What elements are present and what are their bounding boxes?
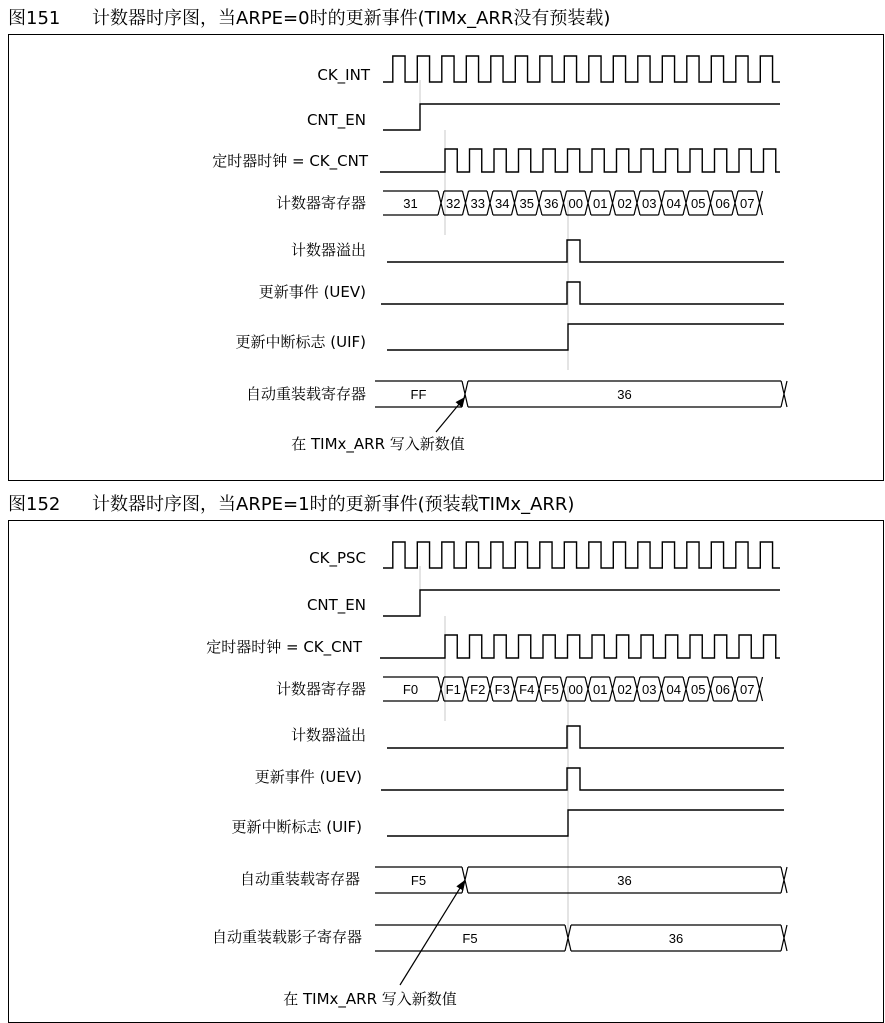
- waveform-uev: [381, 768, 784, 790]
- counter-register-transition: [634, 191, 640, 215]
- signal-label-arr-shadow: 自动重装载影子寄存器: [211, 928, 362, 946]
- signal-label-ck-psc: CK_PSC: [309, 549, 366, 567]
- signal-label-counter-register: 计数器寄存器: [275, 194, 366, 212]
- arr-register-transition: [781, 381, 787, 407]
- counter-register-transition: [708, 677, 714, 701]
- counter-register-value: 04: [666, 196, 681, 211]
- arr-register-value: 36: [617, 387, 632, 402]
- counter-register-value: 34: [495, 196, 510, 211]
- counter-register-value: 35: [519, 196, 534, 211]
- signal-label-uif: 更新中断标志 (UIF): [235, 333, 366, 351]
- counter-register-value: 03: [642, 196, 657, 211]
- figure-151-signal-labels: [212, 66, 465, 454]
- figure-152-waveforms: [375, 542, 787, 985]
- counter-register-transition: [610, 677, 616, 701]
- counter-register-value: 36: [544, 196, 559, 211]
- counter-register-transition: [512, 191, 518, 215]
- counter-register-transition: [610, 191, 616, 215]
- counter-register-transition: [708, 191, 714, 215]
- waveform-cnt-en: [383, 590, 780, 616]
- signal-label-uev: 更新事件 (UEV): [254, 768, 362, 786]
- signal-label-overflow: 计数器溢出: [290, 241, 366, 259]
- figure-152-title: 计数器时序图，当ARPE=1时的更新事件(预装载TIMx_ARR): [92, 494, 575, 515]
- counter-register-value: 01: [593, 196, 608, 211]
- signal-label-ck-cnt: 定时器时钟 = CK_CNT: [206, 638, 362, 656]
- counter-register-value: F4: [519, 682, 535, 697]
- counter-register-transition: [561, 191, 567, 215]
- waveform-figure2-clock: [383, 542, 780, 568]
- counter-register-value: 06: [715, 196, 730, 211]
- counter-register-value: F5: [543, 682, 559, 697]
- counter-register-transition: [757, 191, 763, 215]
- counter-register-value: F2: [470, 682, 486, 697]
- waveform-figure1-clock: [383, 56, 780, 82]
- counter-register-value: 02: [617, 682, 632, 697]
- counter-register-value: 02: [617, 196, 632, 211]
- counter-register-transition: [732, 191, 738, 215]
- signal-label-cnt-en: CNT_EN: [306, 111, 366, 129]
- waveform-ck-cnt: [380, 149, 780, 172]
- counter-register-transition: [561, 677, 567, 701]
- counter-register-transition: [536, 677, 542, 701]
- counter-register-value: 00: [568, 682, 583, 697]
- signal-label-ck-cnt: 定时器时钟 = CK_CNT: [212, 152, 368, 170]
- counter-register-value: 00: [568, 196, 583, 211]
- figure-152-number: 图152: [8, 494, 61, 515]
- counter-register-transition: [585, 191, 591, 215]
- waveform-ck-cnt: [380, 635, 780, 658]
- counter-register-value: 05: [691, 682, 706, 697]
- counter-register-transition: [683, 677, 689, 701]
- signal-label-counter-register: 计数器寄存器: [275, 680, 366, 698]
- counter-register-value: F1: [445, 682, 461, 697]
- counter-register-transition: [659, 677, 665, 701]
- counter-register-transition: [438, 677, 444, 701]
- counter-register-transition: [463, 677, 469, 701]
- counter-register-value: F0: [402, 682, 419, 697]
- counter-register-transition: [487, 191, 493, 215]
- signal-label-cnt-en: CNT_EN: [306, 596, 366, 614]
- figure-151-number: 图151: [8, 8, 61, 29]
- signal-label-overflow: 计数器溢出: [290, 726, 366, 744]
- waveform-cnt-en: [383, 104, 780, 130]
- figure-151-waveforms: [375, 56, 787, 432]
- counter-register-value: 01: [593, 682, 608, 697]
- counter-register-value: F3: [494, 682, 510, 697]
- counter-register-transition: [463, 191, 469, 215]
- counter-register-value: 31: [403, 196, 418, 211]
- signal-label-uev: 更新事件 (UEV): [258, 283, 366, 301]
- signal-label-arr: 自动重装载寄存器: [245, 385, 366, 403]
- waveform-uif: [387, 810, 784, 836]
- annotation-arrow-head: [456, 880, 465, 891]
- arr-shadow-register-value: 36: [668, 931, 684, 946]
- waveform-overflow: [387, 240, 784, 262]
- waveform-overflow: [387, 726, 784, 748]
- counter-register-transition: [585, 677, 591, 701]
- signal-label-ck-int: CK_INT: [317, 66, 370, 84]
- arr-shadow-register-transition: [781, 925, 787, 951]
- counter-register-transition: [438, 191, 444, 215]
- annotation-write-arr: 在 TIMx_ARR 写入新数值: [283, 990, 457, 1008]
- counter-register-value: 06: [715, 682, 730, 697]
- arr-register-value: 36: [617, 873, 632, 888]
- counter-register-value: 03: [642, 682, 657, 697]
- counter-register-transition: [683, 191, 689, 215]
- counter-register-value: 07: [740, 196, 755, 211]
- signal-label-arr: 自动重装载寄存器: [239, 870, 360, 888]
- waveform-uif: [387, 324, 784, 350]
- counter-register-value: 33: [470, 196, 485, 211]
- counter-register-value: 07: [740, 682, 755, 697]
- figure-151-title: 计数器时序图，当ARPE=0时的更新事件(TIMx_ARR没有预装载): [92, 8, 611, 29]
- counter-register-value: 05: [691, 196, 706, 211]
- waveform-uev: [381, 282, 784, 304]
- figure-152-signal-labels: [206, 549, 457, 1009]
- annotation-arrow: [400, 880, 465, 985]
- counter-register-transition: [487, 677, 493, 701]
- counter-register-transition: [634, 677, 640, 701]
- arr-shadow-register-value: F5: [462, 931, 478, 946]
- arr-register-transition: [781, 867, 787, 893]
- counter-register-transition: [732, 677, 738, 701]
- counter-register-transition: [659, 191, 665, 215]
- counter-register-transition: [512, 677, 518, 701]
- counter-register-value: 04: [666, 682, 681, 697]
- arr-register-value: FF: [410, 387, 427, 402]
- counter-register-transition: [536, 191, 542, 215]
- counter-register-value: 32: [446, 196, 461, 211]
- counter-register-transition: [757, 677, 763, 701]
- annotation-write-arr: 在 TIMx_ARR 写入新数值: [291, 435, 465, 453]
- signal-label-uif: 更新中断标志 (UIF): [231, 818, 362, 836]
- arr-register-value: F5: [410, 873, 427, 888]
